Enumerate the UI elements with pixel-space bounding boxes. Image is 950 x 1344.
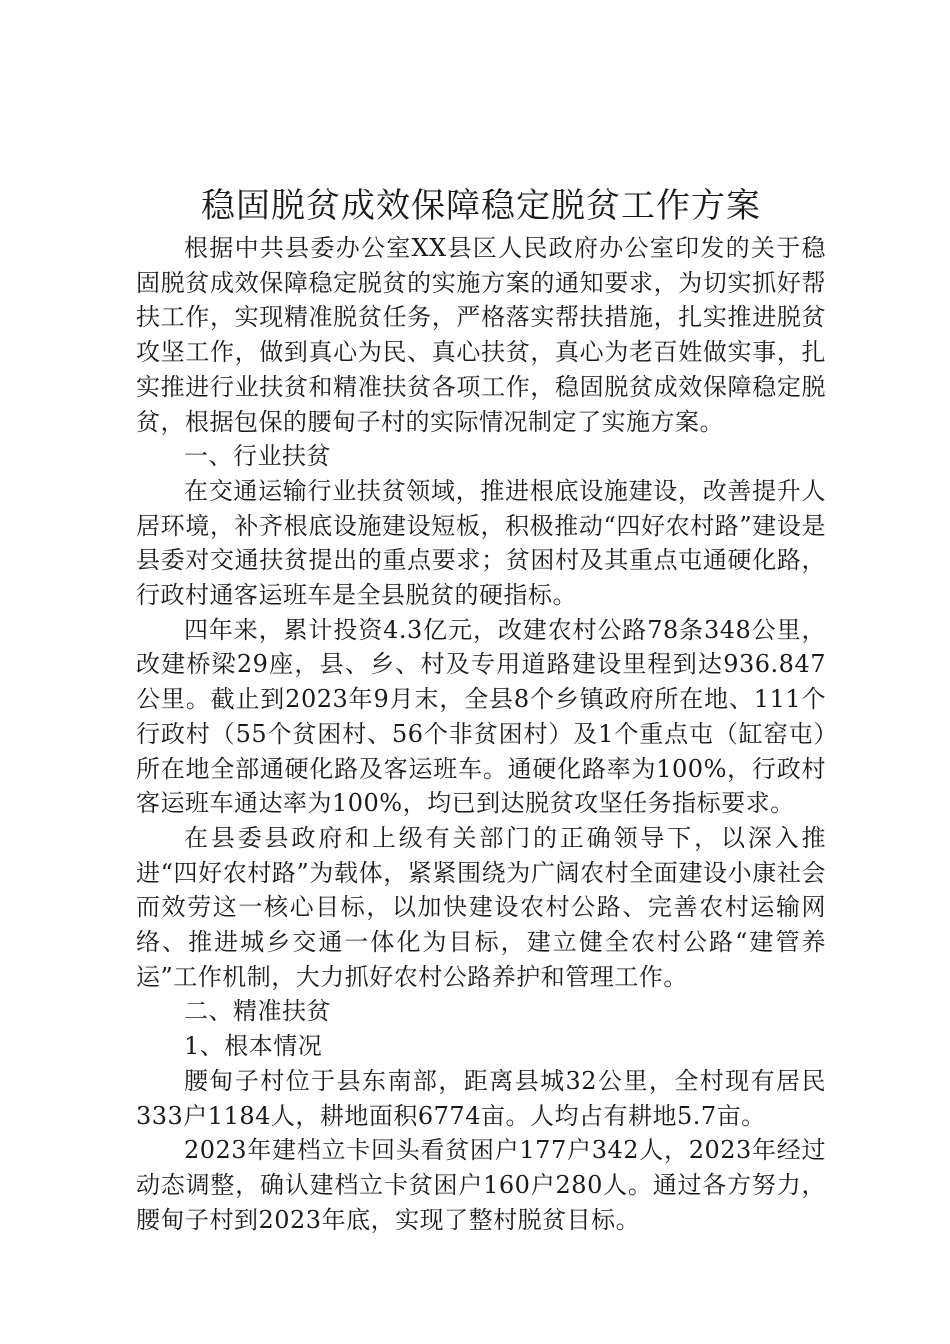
intro-paragraph: 根据中共县委办公室XX县区人民政府办公室印发的关于稳固脱贫成效保障稳定脱贫的实施方案的通知要求，为切实抓好帮扶工作，实现精准脱贫任务，严格落实帮扶措施，扎实推进脱贫攻坚工作，做到真心为民、真心扶贫，真心为老百姓做实事，扎实推进行业扶贫和精准扶贫各项工作，稳固脱贫成效保障稳定脱贫，根据包保的腰甸子村的实际情况制定了实施方案。 bbox=[136, 234, 826, 436]
paragraph-transport-sector: 在交通运输行业扶贫领域，推进根底设施建设，改善提升人居环境，补齐根底设施建设短板，积极推动“四好农村路”建设是县委对交通扶贫提出的重点要求；贫困村及其重点屯通硬化路，行政村通客运班车是全县脱贫的硬指标。 bbox=[136, 476, 826, 610]
document-title: 稳固脱贫成效保障稳定脱贫工作方案 bbox=[201, 186, 761, 226]
subsection-heading-basic-situation: 1、根本情况 bbox=[184, 1032, 323, 1061]
section-heading-targeted-poverty-alleviation: 二、精准扶贫 bbox=[184, 997, 331, 1026]
paragraph-poverty-households: 2023年建档立卡回头看贫困户177户342人，2023年经过动态调整，确认建档立卡贫困户160户280人。通过各方努力，腰甸子村到2023年底，实现了整村脱贫目标。 bbox=[136, 1136, 826, 1234]
section-heading-industry-poverty-alleviation: 一、行业扶贫 bbox=[184, 442, 331, 471]
paragraph-village-overview: 腰甸子村位于县东南部，距离县城32公里，全村现有居民333户1184人，耕地面积6774亩。人均占有耕地5.7亩。 bbox=[136, 1066, 826, 1130]
paragraph-rural-road-work: 在县委县政府和上级有关部门的正确领导下，以深入推进“四好农村路”为载体，紧紧围绕为广阔农村全面建设小康社会而效劳这一核心目标，以加快建设农村公路、完善农村运输网络、推进城乡交通一体化为目标，建立健全农村公路“建管养运”工作机制，大力抓好农村公路养护和管理工作。 bbox=[136, 823, 826, 991]
document-body bbox=[136, 183, 826, 1237]
paragraph-four-year-investment: 四年来，累计投资4.3亿元，改建农村公路78条348公里，改建桥梁29座，县、乡、村及专用道路建设里程到达936.847公里。截止到2023年9月末，全县8个乡镇政府所在地、111个行政村（55个贫困村、56个非贫困村）及1个重点屯（缸窑屯）所在地全部通硬化路及客运班车。通硬化路率为100%，行政村客运班车通达率为100%，均已到达脱贫攻坚任务指标要求。 bbox=[136, 615, 826, 818]
